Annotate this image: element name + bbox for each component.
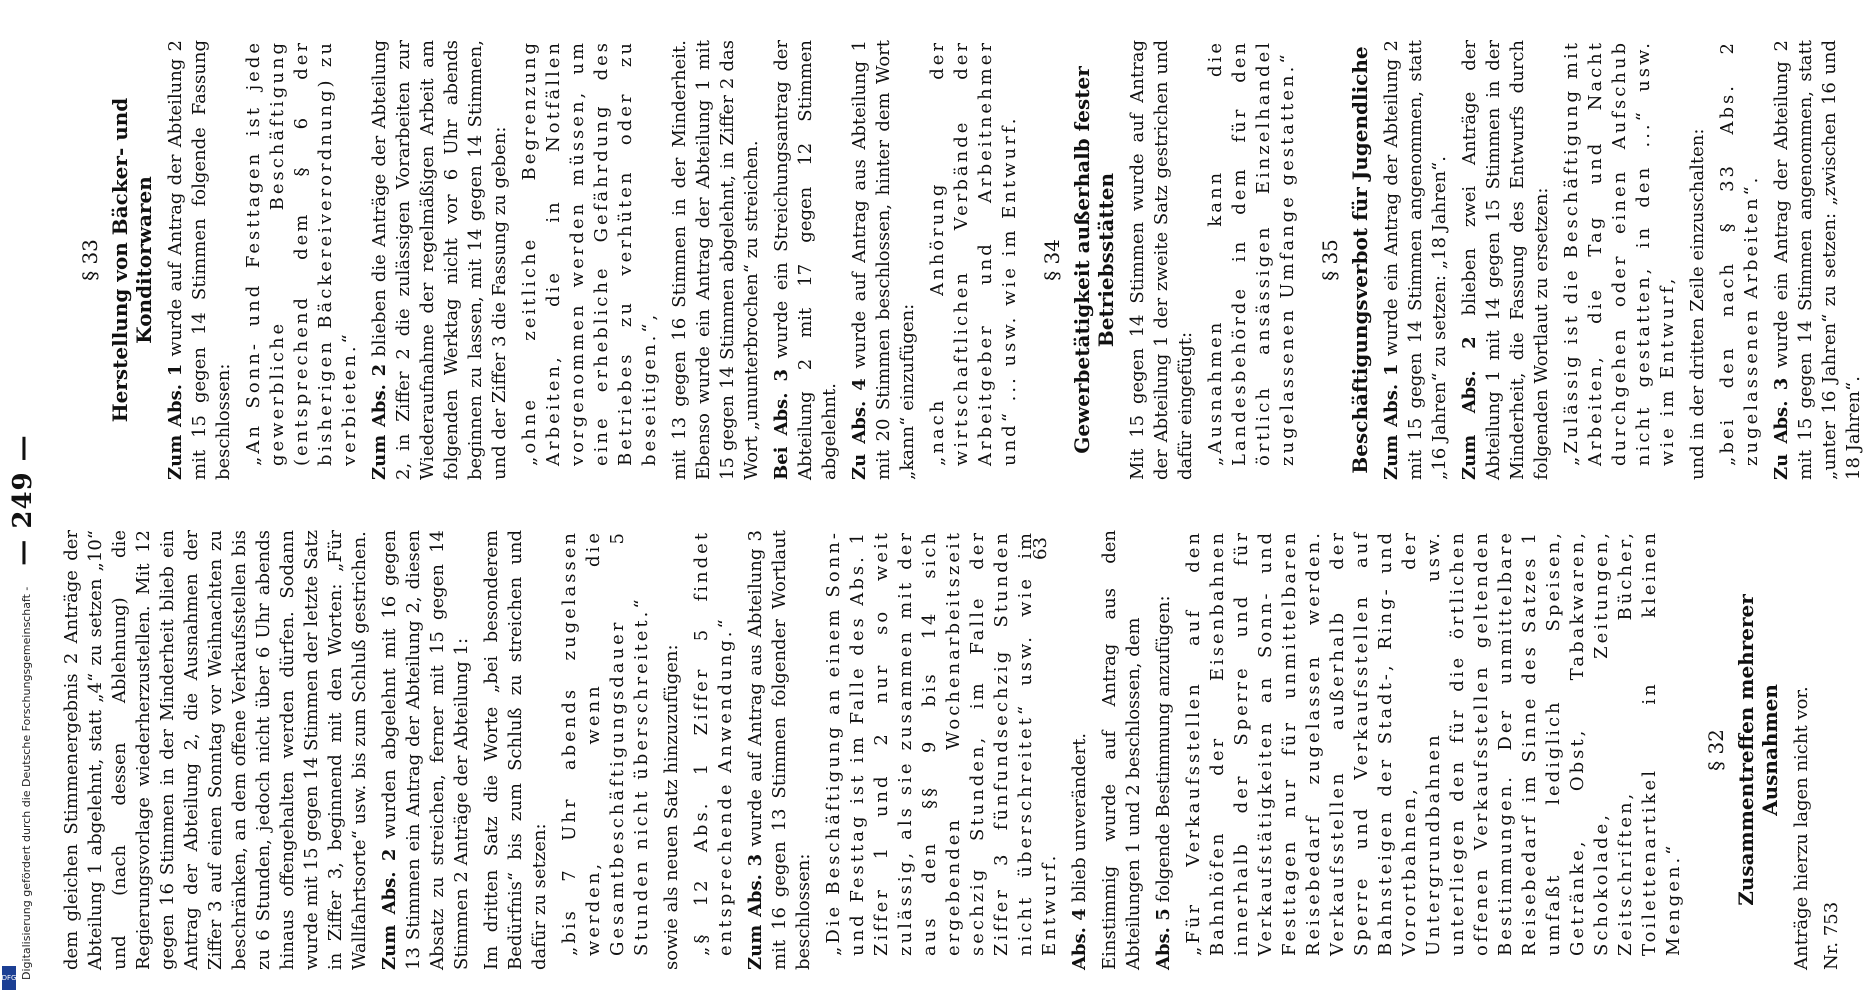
paragraph-text: wurde ein Streichungsantrag der Abteilung 2 mit 17 gegen 12 Stimmen abgelehnt. xyxy=(771,39,840,480)
paragraph xyxy=(1770,40,1866,480)
paragraph-lead: Abs. 5 xyxy=(1153,908,1174,970)
paragraph: mit 13 gegen 16 Stimmen in der Minderheit. Ebenso wurde ein Antrag der Abteilung 1 mit 15 gegen 14 Stimmen abgelehnt, in Ziffer 2 das Wort „ununterbrochen“ zu streichen. xyxy=(669,40,762,480)
paragraph-lead: Abs. 4 xyxy=(1069,908,1090,970)
paragraph-text: wurden abgelehnt mit 16 gegen 13 Stimmen ein Antrag der Abteilung 2, diesen Absatz zu streichen, ferner mit 15 gegen 14 Stimmen 2 Anträge der Abteilung 1: xyxy=(379,530,472,970)
paragraph-text: wurde ein Antrag der Abteilung 2 mit 15 gegen 14 Stimmen angenommen, statt „unter 16 Jahren“ zu setzen: „zwischen 16 und 18 Jahren“. xyxy=(1771,40,1864,480)
section-title: Zusammentreffen mehrerer Ausnahmen xyxy=(1734,594,1782,906)
page-number: — 249 — xyxy=(8,434,38,566)
quote: „Ausnahmen kann die Landesbehörde in dem für den örtlich ansässigen Einzelhandel zugelassenen Umfange gestatten.“ xyxy=(1205,40,1298,466)
paragraph-lead: Zu Abs. 4 xyxy=(849,378,870,480)
quote: „Die Beschäftigung an einem Sonn- und Festtag ist im Falle des Abs. 1 Ziffer 1 und 2 nur so weit zulässig, als sie zusammen mit der aus den §§ 9 bis 14 sich ergebenden Wochenarbeitszeit sechzig Stunden, im Falle der Ziffer 3 fünfundsechzig Stunden nicht überschreitet“ usw. wie im Entwurf. xyxy=(823,530,1060,956)
paragraph: dem gleichen Stimmenergebnis 2 Anträge der Abteilung 1 abgelehnt, statt „4“ zu setzen „10“ und (nach dessen Ablehnung) die Regierungsvorlage wiederherzustellen. Mit 12 gegen 16 Stimmen in der Minderheit blieb ein Antrag der Abteilung 2, die Ausnahmen der Ziffer 3 auf einen Sonntag vor Weihnachten zu beschränken, an dem offene Verkaufsstellen bis zu 6 Stunden, jedoch nicht über 6 Uhr abends hinaus offengehalten werden dürfen. Sodann wurde mit 15 gegen 14 Stimmen der letzte Satz in Ziffer 3, beginnend mit den Worten: „Für Wallfahrtsorte“ usw. bis zum Schluß gestrichen. xyxy=(61,530,370,970)
paragraph: Mit 15 gegen 14 Stimmen wurde auf Antrag der Abteilung 1 der zweite Satz gestrichen und dafür eingefügt: xyxy=(1127,40,1196,480)
paragraph-text: folgende Bestimmung anzufügen: xyxy=(1153,595,1174,909)
paragraph-text: wurde ein Antrag der Abteilung 2 mit 15 gegen 14 Stimmen angenommen, statt „16 Jahren“ zu setzen: „18 Jahren“. xyxy=(1381,40,1450,480)
quote: „An Sonn- und Festtagen ist jede gewerbliche Beschäftigung (entsprechend dem § 6 der bisherigen Bäckereiverordnung) zu verbieten.“ xyxy=(243,40,360,466)
paragraph-text: blieben zwei Anträge der Abteilung 1 mit 14 gegen 15 Stimmen in der Minderheit, die Fassung des Entwurfs durch folgenden Wortlaut zu ersetzen: xyxy=(1459,40,1552,480)
quote: „ohne zeitliche Begrenzung Arbeiten, die in Notfällen vorgenommen werden müssen, um eine erhebliche Gefährdung des Betriebes zu verhüten oder zu beseitigen.“, xyxy=(519,40,660,466)
paragraph-lead: Zu Abs. 3 xyxy=(1771,377,1792,480)
right-column xyxy=(60,40,1872,480)
paragraph: Anträge hierzu lagen nicht vor. xyxy=(1791,686,1812,970)
paragraph-lead: Zum Abs. 2 xyxy=(369,363,390,480)
quote: „bis 7 Uhr abends zugelassen werden, wenn die Gesamtbeschäftigungsdauer 5 Stunden nicht überschreitet.“ xyxy=(559,530,652,956)
dfg-logo-icon: DFG xyxy=(2,966,16,990)
section-number: § 33 xyxy=(78,239,102,281)
paragraph xyxy=(770,40,842,480)
paragraph xyxy=(848,40,920,480)
paragraph xyxy=(378,530,474,970)
quote: „Für Verkaufsstellen auf den Bahnhöfen der Eisenbahnen innerhalb der Sperre und für Verkaufstätigkeiten an Sonn- und Festtagen nur für unmittelbaren Reisebedarf zugelassen werden. Verkaufsstellen außerhalb der Sperre und Verkaufsstellen auf Bahnsteigen der Stadt-, Ring- und Vorortbahnen, der Untergrundbahnen usw. unterliegen den für die örtlichen offenen Verkaufsstellen geltenden Bestimmungen. Der unmittelbare Reisebedarf im Sinne des Satzes 1 umfaßt lediglich Speisen, Getränke, Obst, Tabakwaren, Schokolade, Zeitungen, Zeitschriften, Bücher, Toilettenartikel in kleinen Mengen.“ xyxy=(1183,530,1684,956)
paragraph xyxy=(368,40,512,480)
paragraph-lead: Zum Abs. 1 xyxy=(165,363,186,480)
paragraph-text: blieben die Anträge der Abteilung 2, in Ziffer 2 die zulässigen Vorarbeiten zur Wiederaufnahme der regelmäßigen Arbeit am folgenden Werktag nicht vor 6 Uhr abends beginnen zu lassen, mit 14 gegen 14 Stimmen, und der Ziffer 3 die Fassung zu geben: xyxy=(369,40,510,480)
quote: „Zulässig ist die Beschäftigung mit Arbeiten, die Tag und Nacht durchgehen oder einen Aufschub nicht gestatten, in den ...“ usw. wie im Entwurf, xyxy=(1561,40,1678,466)
paragraph-lead: Bei Abs. 3 xyxy=(771,369,792,480)
paragraph-text: wurde auf Antrag aus Abteilung 1 mit 20 Stimmen beschlossen, hinter dem Wort „kann“ einzufügen: xyxy=(849,40,918,480)
section-title: Beschäftigungsverbot für Jugendliche xyxy=(1348,46,1372,474)
paragraph xyxy=(1068,530,1092,970)
footer-code: 63 xyxy=(1030,537,1051,560)
paragraph xyxy=(1152,530,1176,970)
quote: „nach Anhörung der wirtschaftlichen Verbände der Arbeitgeber und Arbeitnehmer und“ ... usw. wie im Entwurf. xyxy=(927,40,1020,466)
paragraph-lead: Zum Abs. 3 xyxy=(745,853,766,970)
section-number: § 32 xyxy=(1704,729,1728,771)
section-number: § 35 xyxy=(1318,239,1342,281)
section-title: Herstellung von Bäcker- und Konditorwaren xyxy=(108,97,156,423)
paragraph xyxy=(1458,40,1554,480)
paragraph-lead: Zum Abs. 2 xyxy=(1459,336,1480,480)
paragraph xyxy=(744,530,816,970)
section-number: § 34 xyxy=(1040,239,1064,281)
paragraph-text: blieb unverändert. xyxy=(1069,732,1090,909)
digitization-note: Digitalisierung gefördert durch die Deutsche Forschungsgemeinschaft - xyxy=(20,586,33,980)
paragraph: Im dritten Satz die Worte „bei besonderem Bedürfnis“ bis zum Schluß zu streichen und dafür zu setzen: xyxy=(481,530,550,970)
paragraph-text: wurde auf Antrag der Abteilung 2 mit 15 gegen 14 Stimmen folgende Fassung beschlossen: xyxy=(165,40,234,480)
paragraph-lead: Zum Abs. 1 xyxy=(1381,363,1402,480)
quote: „bei den nach § 33 Abs. 2 zugelassenen Arbeiten“. xyxy=(1717,40,1762,466)
paragraph: und in der dritten Zeile einzuschalten: xyxy=(1687,128,1708,480)
paragraph-lead: Zum Abs. 2 xyxy=(379,848,400,970)
paragraph: Einstimmig wurde auf Antrag aus den Abteilungen 1 und 2 beschlossen, dem xyxy=(1099,530,1144,970)
quote: „§ 12 Abs. 1 Ziffer 5 findet entsprechende Anwendung.“ xyxy=(691,530,736,956)
paragraph xyxy=(1380,40,1452,480)
paragraph xyxy=(164,40,236,480)
document-number: Nr. 753 xyxy=(1821,901,1842,970)
left-column xyxy=(60,530,1850,970)
section-title: Gewerbetätigkeit außerhalb fester Betriebsstätten xyxy=(1070,66,1118,454)
paragraph: sowie als neuen Satz hinzuzufügen: xyxy=(661,644,682,970)
paragraph-text: wurde auf Antrag aus Abteilung 3 mit 16 gegen 13 Stimmen folgender Wortlaut beschlossen: xyxy=(745,530,814,970)
